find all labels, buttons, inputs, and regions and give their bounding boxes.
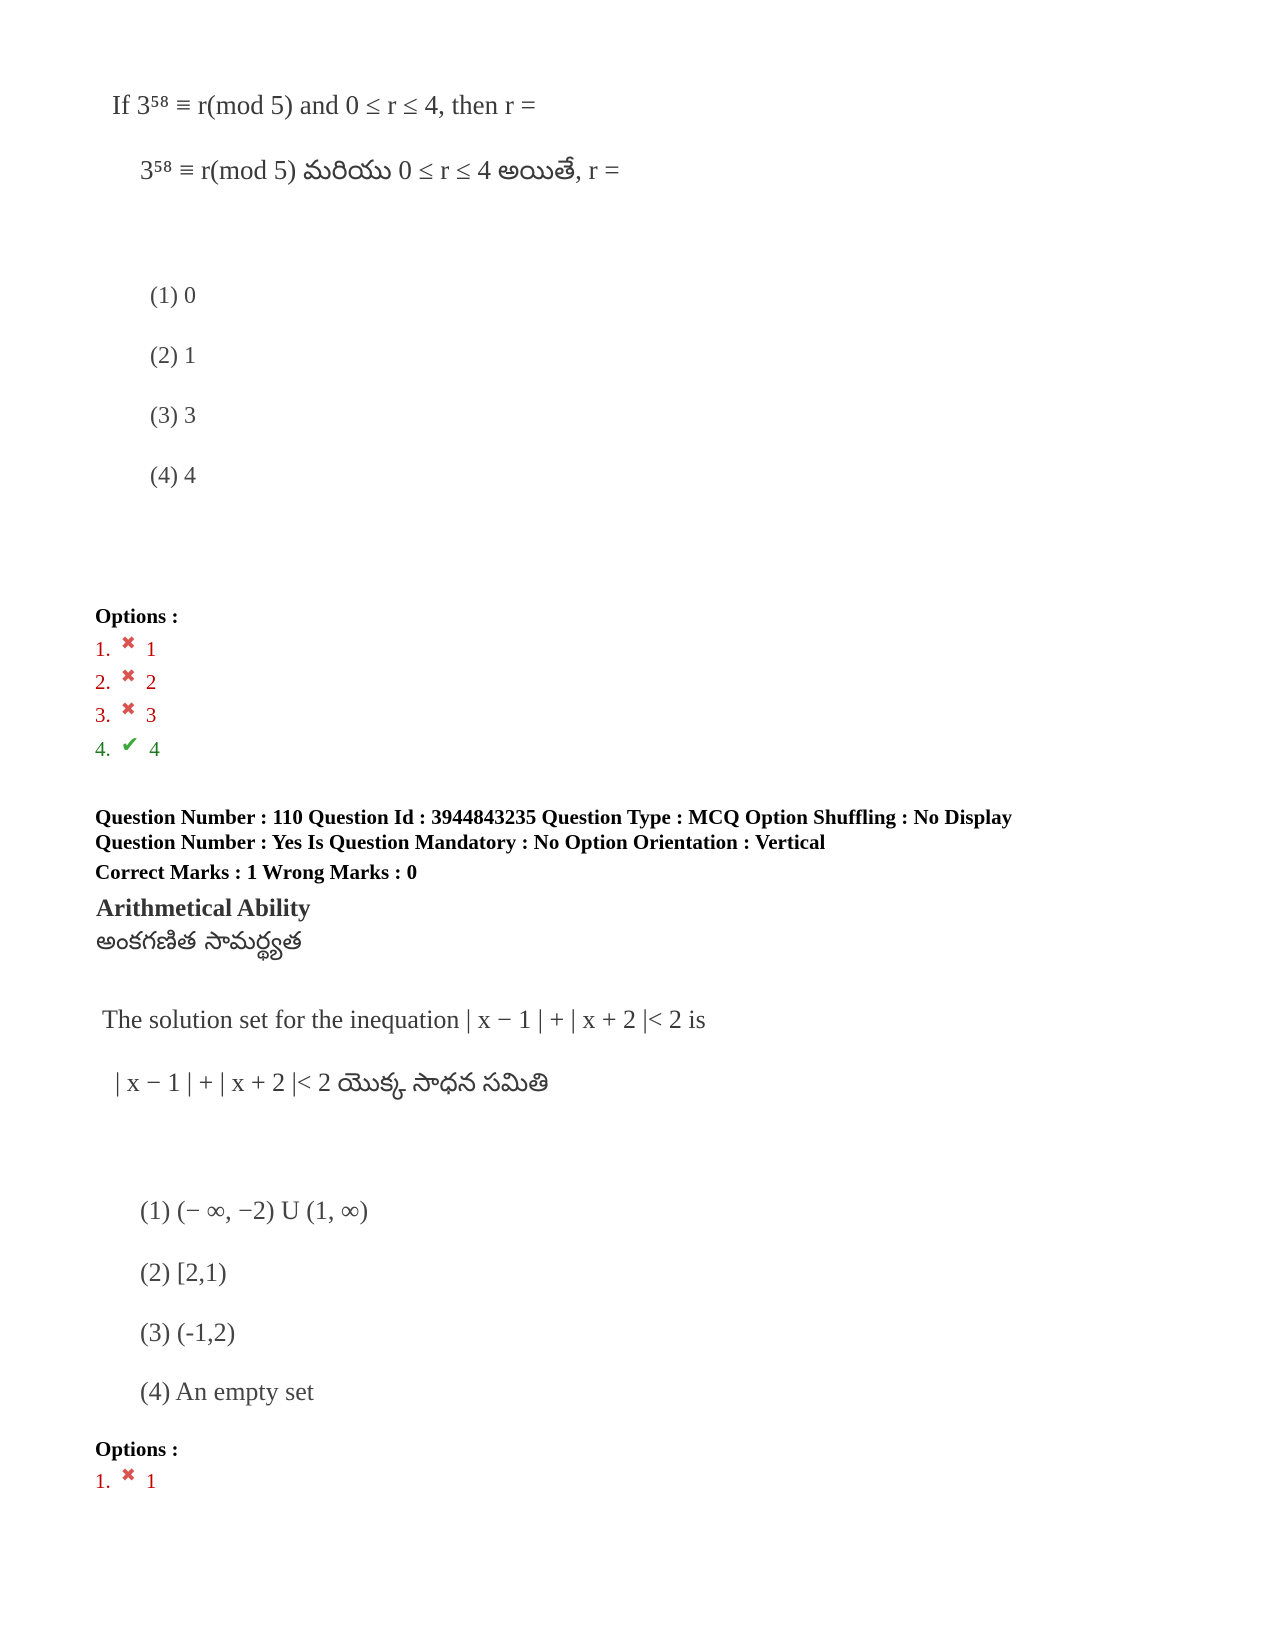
option-number: 1. [95,637,111,661]
q109-options-label: Options : [95,604,179,628]
q109-choice-1: (1) 0 [150,283,196,309]
q109-option-row-3 [95,699,157,728]
q110-choice-4: (4) An empty set [140,1377,315,1406]
q109-choice-4: (4) 4 [150,463,196,489]
wrong-icon: ✖ [120,1465,136,1485]
q110-choice-2: (2) [2,1) [140,1258,227,1287]
check-icon: ✔ [120,732,140,757]
q109-choice-3: (3) 3 [150,403,196,429]
q109-choice-2: (2) 1 [150,343,196,369]
q109-option-row-1 [95,633,157,662]
q110-option-row-1 [95,1465,157,1494]
option-value: 2 [145,670,157,694]
q110-marks-line: Correct Marks : 1 Wrong Marks : 0 [95,860,418,884]
q110-question-te: | x − 1 | + | x + 2 |< 2 యొక్క సాధన సమితి [115,1068,549,1097]
option-value: 3 [145,703,157,727]
q109-option-row-2 [95,666,157,695]
q109-question-en: If 3⁵⁸ ≡ r(mod 5) and 0 ≤ r ≤ 4, then r = [112,90,536,120]
section-title-en: Arithmetical Ability [96,895,311,922]
option-value: 1 [145,637,157,661]
option-number: 3. [95,703,111,727]
q109-question-te: 3⁵⁸ ≡ r(mod 5) మరియు 0 ≤ r ≤ 4 అయితే, r = [140,155,620,185]
wrong-icon: ✖ [120,633,136,653]
option-number: 1. [95,1469,111,1493]
option-value: 1 [145,1469,157,1493]
option-number: 2. [95,670,111,694]
wrong-icon: ✖ [120,666,136,686]
option-value: 4 [149,736,160,761]
option-number: 4. [95,736,111,761]
q110-choice-1: (1) (− ∞, −2) U (1, ∞) [140,1196,369,1225]
q110-meta-line-1: Question Number : 110 Question Id : 3944843235 Question Type : MCQ Option Shuffling : No Display [95,805,1013,829]
q110-question-en: The solution set for the inequation | x − 1 | + | x + 2 |< 2 is [102,1005,706,1034]
q110-options-label: Options : [95,1437,179,1461]
q109-option-row-4 [95,732,160,762]
section-title-te: అంకగణిత సామర్థ్యత [96,926,302,955]
q110-choice-3: (3) (-1,2) [140,1318,236,1347]
wrong-icon: ✖ [120,699,136,719]
q110-meta-line-2: Question Number : Yes Is Question Mandatory : No Option Orientation : Vertical [95,830,826,854]
